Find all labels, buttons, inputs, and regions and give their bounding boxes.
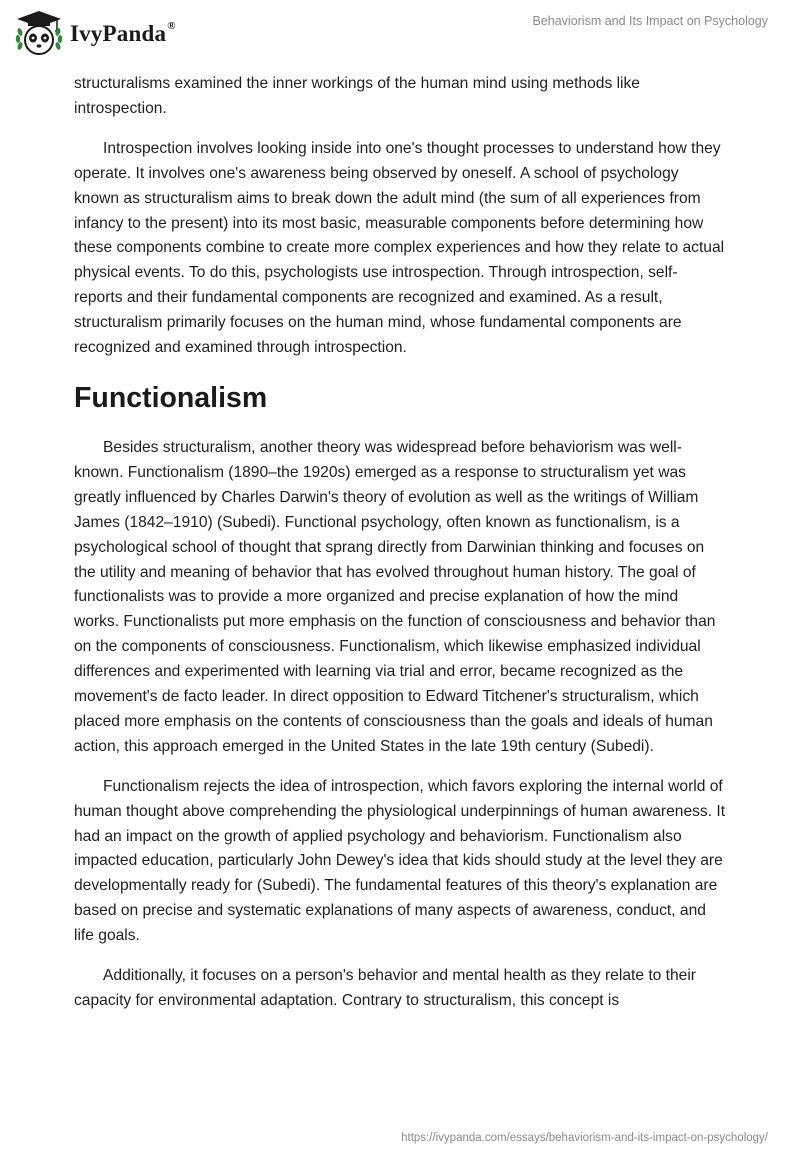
paragraph: Introspection involves looking inside into one's thought processes to understand how they operate. It involves one's awareness being observed by oneself. A school of psychology known as structuralism aims to break down the adult mind (the sum of all experiences from infancy to the present) into its most basic, measurable components before determining how these components combine to create more complex experiences and how they relate to actual physical events. To do this, psychologists use introspection. Through introspection, self-reports and their fundamental components are recognized and examined. As a result, structuralism primarily focuses on the human mind, whose fundamental components are recognized and examined through introspection.	[74, 139, 725, 357]
paragraph: structuralisms examined the inner workings of the human mind using methods like introspection.	[74, 75, 640, 117]
ivypanda-logo[interactable]	[14, 8, 176, 58]
paragraph: Besides structuralism, another theory was widespread before behaviorism was well-known. Functionalism (1890–the 1920s) emerged as a response to structuralism yet was greatly influenced by Charles Darwin's theory of evolution as well as the writings of William James (1842–1910) (Subedi). Functional psychology, often known as functionalism, is a psychological school of thought that sprang directly from Darwinian thinking and focuses on the utility and meaning of behavior that has evolved throughout human history. The goal of functionalists was to provide a more organized and precise explanation of how the mind works. Functionalists put more emphasis on the function of consciousness and behavior than on the components of consciousness. Functionalism, which likewise emphasized individual differences and experimented with learning via trial and error, became recognized as the movement's de facto leader. In direct opposition to Edward Titchener's structuralism, which placed more emphasis on the contents of consciousness than the goals and ideals of human action, this approach emerged in the United States in the late 19th century (Subedi).	[74, 438, 716, 755]
source-url[interactable]: https://ivypanda.com/essays/behaviorism-and-its-impact-on-psychology/	[401, 1132, 768, 1144]
paragraph: Functionalism rejects the idea of introspection, which favors exploring the internal world of human thought above comprehending the physiological underpinnings of human awareness. It had an impact on the growth of applied psychology and behaviorism. Functionalism also impacted education, particularly John Dewey's idea that kids should study at the level they are developmentally ready for (Subedi). The fundamental features of this theory's explanation are based on precise and systematic explanations of many aspects of awareness, conduct, and life goals.	[74, 777, 726, 945]
registered-mark: ®	[167, 20, 176, 33]
paragraph: Additionally, it focuses on a person's behavior and mental health as they relate to their capacity for environmental adaptation. Contrary to structuralism, this concept is	[74, 967, 697, 1009]
essay-content	[74, 72, 726, 1029]
section-heading: Functionalism	[74, 381, 268, 414]
document-title: Behaviorism and Its Impact on Psychology	[532, 14, 768, 28]
panda-graduate-icon	[14, 8, 64, 58]
logo-wordmark: IvyPanda®	[70, 20, 176, 46]
page-header	[0, 0, 800, 70]
